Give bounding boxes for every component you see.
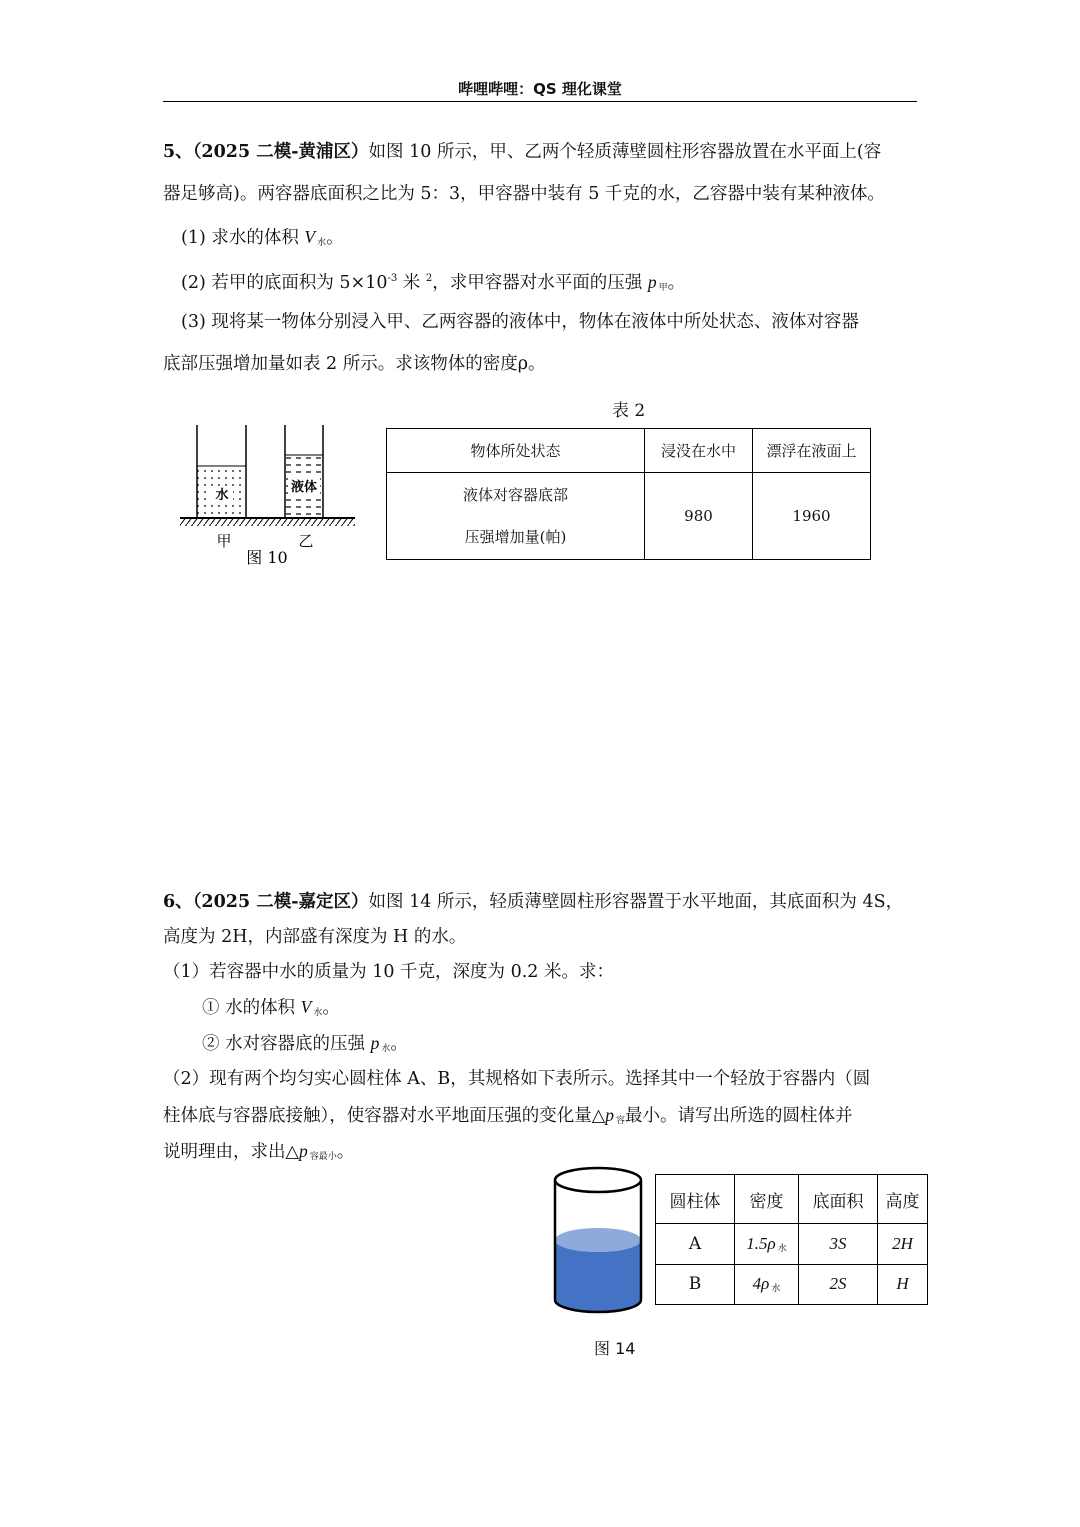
q6-number: 6、 [163,892,193,912]
cylinder-table-row [656,1224,928,1264]
q5-stem-line2: 器足够高)。两容器底面积之比为 5：3，甲容器中装有 5 千克的水，乙容器中装有某种液体。 [163,184,885,204]
table-2-row-label-line2: 压强增加量(帕) [464,528,567,546]
q5-part2-end: ，求甲容器对水平面的压强 [432,273,648,293]
cylinder-density-cell [735,1264,799,1304]
q6-part1a-sub: 水 [313,1008,323,1018]
table-2-data-row [387,473,871,560]
q5-stem-line1 [163,140,881,164]
q5-number: 5、 [163,142,193,162]
header-divider [163,101,917,102]
table-2-header-row [387,429,871,473]
liquid-label: 液体 [290,480,318,495]
table-2-header-cell: 浸没在水中 [645,429,753,473]
q6-part2-line2-var: p [605,1105,614,1125]
q6-part2-line3-var: p [298,1141,308,1161]
q6-part1b-end: 。 [390,1034,408,1054]
q5-stem-text1: 如图 10 所示，甲、乙两个轻质薄壁圆柱形容器放置在水平面上(容 [368,142,882,162]
q6-stem-text1: 如图 14 所示，轻质薄壁圆柱形容器置于水平地面，其底面积为 4S， [368,892,904,912]
q6-part1b-text: ② 水对容器底的压强 [202,1034,371,1054]
table-2 [386,428,871,560]
cylinder-density-value: 4ρ [752,1274,770,1294]
q5-source: （2025 二模-黄浦区） [192,142,369,162]
q6-part2-line3-sub: 容最小 [309,1152,337,1162]
q5-part2-sup: -3 [387,273,398,284]
label-jia: 甲 [216,532,232,550]
cylinder-area-cell: 3S [799,1224,878,1264]
water-label: 水 [215,488,229,503]
q6-part2-line3-end: 。 [336,1142,355,1162]
page-header: 哔哩哔哩：QS 理化课堂 [458,80,622,98]
q5-part1-text: (1) 求水的体积 [181,228,305,248]
q6-part2-line2-b: 最小。请写出所选的圆柱体并 [624,1106,853,1126]
cylinder-name-cell: B [656,1264,735,1304]
cylinder-area-cell: 2S [799,1264,878,1304]
q6-part2-line3-a: 说明理由，求出△ [163,1142,299,1162]
q5-part2-var: p [647,272,657,292]
q6-part1b-sub: 水 [381,1044,391,1054]
table-2-header-cell: 物体所处状态 [387,429,645,473]
q5-part1 [181,225,344,255]
q6-part1a-text: ① 水的体积 [202,998,301,1018]
table-2-row-label-line1: 液体对容器底部 [462,486,568,504]
q5-part1-var: V [304,227,316,247]
cylinder-table-header-row [656,1175,928,1224]
q5-part3-line2: 底部压强增加量如表 2 所示。求该物体的密度ρ。 [163,354,546,374]
q6-part1b-var: p [370,1033,380,1053]
table-2-header-cell: 漂浮在液面上 [753,429,871,473]
cylinder-density-sub: 水 [771,1284,781,1295]
table-2-caption: 表 2 [612,401,646,421]
cylinder-height-cell: H [878,1264,928,1304]
q6-part2-line3 [163,1139,354,1169]
table-2-value-cell: 1960 [753,473,871,560]
cylinder-name-cell: A [656,1224,735,1264]
q6-part2-line2-a: 柱体底与容器底接触），使容器对水平地面压强的变化量△ [163,1106,606,1126]
q6-stem-line2: 高度为 2H，内部盛有深度为 H 的水。 [163,927,467,947]
q6-part1a-var: V [300,997,312,1017]
table-2-value-cell: 980 [645,473,753,560]
q5-part2-sup2: 2 [425,273,433,284]
figure-10 [175,420,365,570]
cylinder-table-row [656,1264,928,1304]
cylinder-density-cell [735,1224,799,1264]
label-yi: 乙 [298,532,314,550]
q5-part2-text: (2) 若甲的底面积为 5×10 [181,273,388,293]
q6-part1a [202,995,340,1025]
q6-source: （2025 二模-嘉定区） [192,892,369,912]
q5-part2-sub: 甲 [658,283,668,293]
cylinder-table [655,1174,928,1305]
table-2-row-label [387,473,645,560]
cylinder-height-cell: 2H [878,1224,928,1264]
q6-part1a-end: 。 [322,998,340,1018]
figure-14-caption: 图 14 [594,1339,636,1358]
cylinder-density-sub: 水 [777,1243,787,1254]
q6-part2-line2-sub: 容 [615,1116,625,1126]
q5-part2 [181,267,685,300]
figure-14-beaker [548,1162,648,1322]
cylinder-table-header-cell: 密度 [735,1175,799,1224]
q6-part1: （1）若容器中水的质量为 10 千克，深度为 0.2 米。求： [163,962,614,982]
cylinder-density-value: 1.5ρ [746,1233,776,1253]
beaker-rim [555,1168,641,1192]
q5-part2-final: 。 [667,273,686,293]
cylinder-table-header-cell: 圆柱体 [656,1175,735,1224]
q5-part2-mid: 米 [397,273,426,293]
water-surface-ellipse [555,1228,641,1252]
q5-part3-line1: (3) 现将某一物体分别浸入甲、乙两容器的液体中，物体在液体中所处状态、液体对容器 [181,312,859,332]
q6-part1b [202,1031,408,1061]
cylinder-table-header-cell: 底面积 [799,1175,878,1224]
q6-part2-line2 [163,1103,852,1133]
figure-10-caption: 图 10 [246,548,288,567]
q6-stem-line1 [163,890,903,914]
q5-part1-sub: 水 [317,238,327,248]
q5-part1-end: 。 [326,228,344,248]
ground-hatch [180,519,355,526]
cylinder-table-header-cell: 高度 [878,1175,928,1224]
q6-part2-line1: （2）现有两个均匀实心圆柱体 A、B，其规格如下表所示。选择其中一个轻放于容器内（圆 [163,1069,871,1089]
